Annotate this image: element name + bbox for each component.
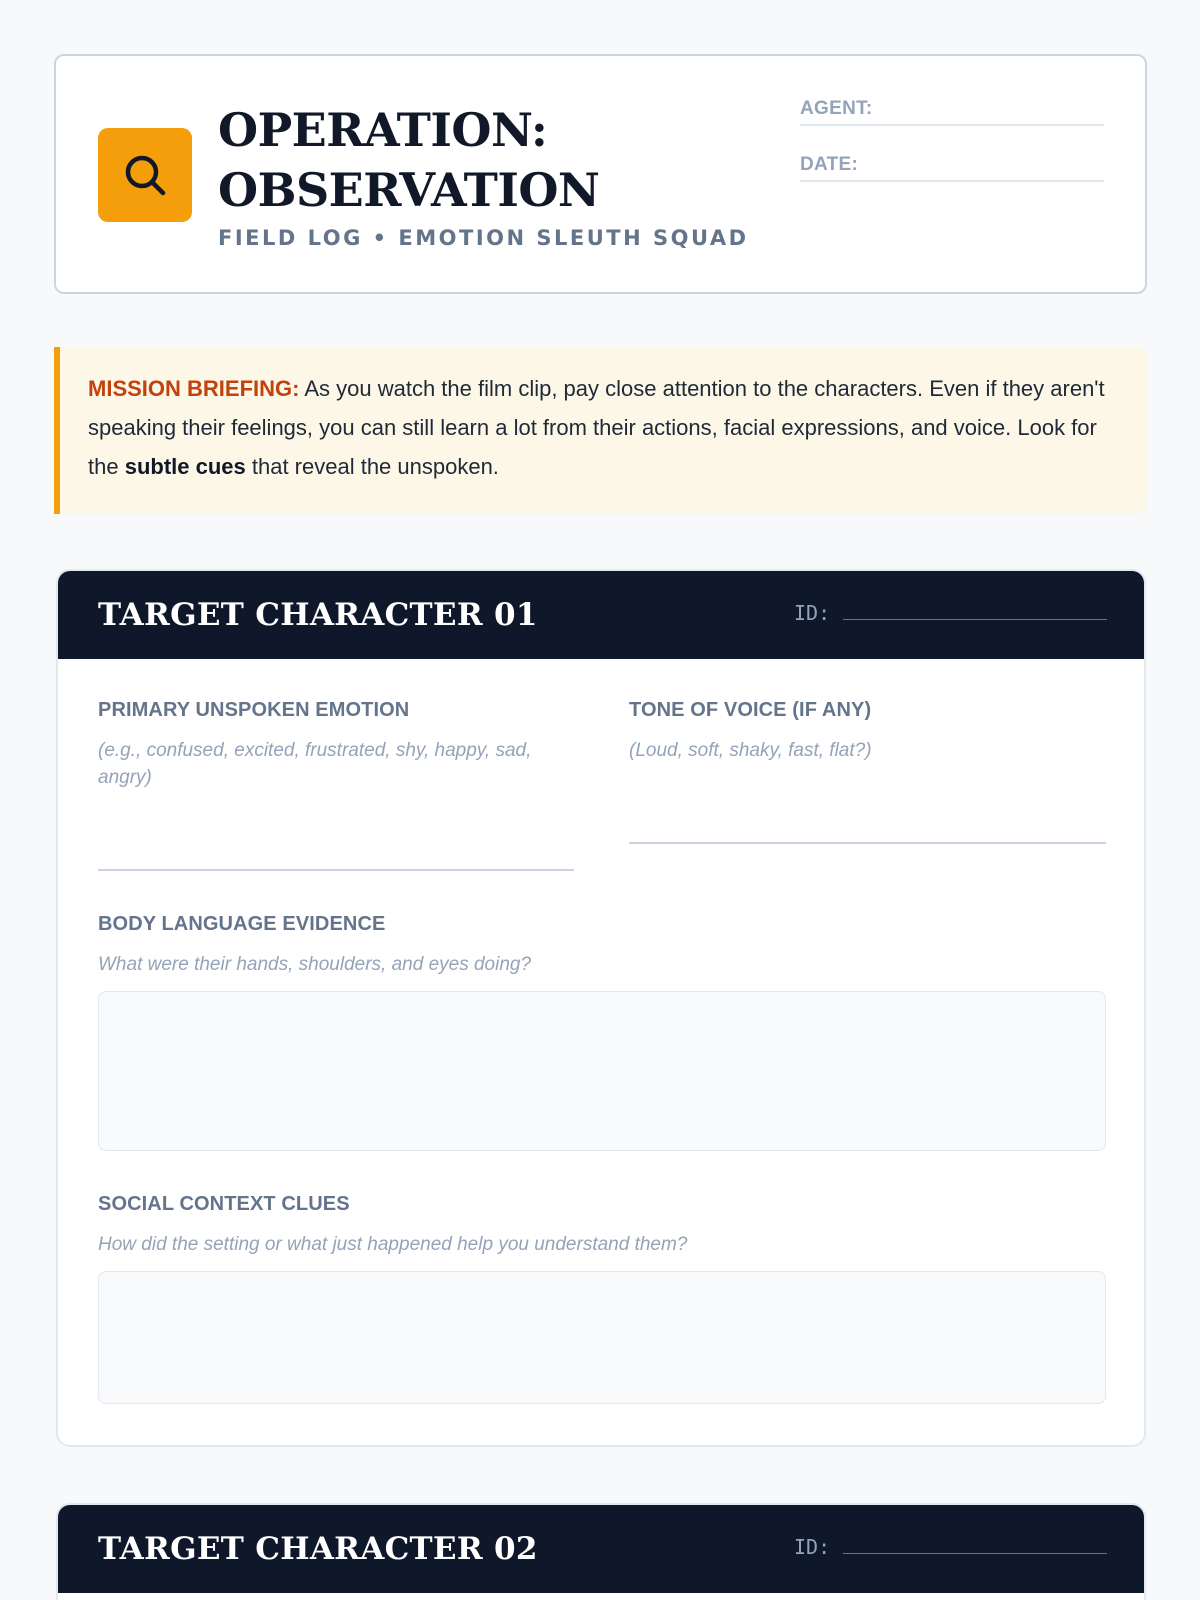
briefing-lead: MISSION BRIEFING: [88, 376, 300, 401]
tone-hint: (Loud, soft, shaky, fast, flat?) [629, 740, 872, 761]
social-context-label: SOCIAL CONTEXT CLUES [98, 1193, 350, 1215]
mission-briefing [54, 347, 1147, 514]
id-label: ID: [794, 601, 831, 625]
title-block [218, 100, 778, 250]
date-field[interactable] [800, 154, 1104, 182]
logo-badge [98, 128, 192, 222]
emotion-hint: (e.g., confused, excited, frustrated, shy, happy, sad, angry) [98, 740, 532, 788]
social-context-answer-box[interactable] [98, 1271, 1106, 1404]
target-card-01 [56, 569, 1146, 1447]
target-header [58, 571, 1144, 659]
id-input-line[interactable] [843, 1553, 1107, 1554]
social-context-hint: How did the setting or what just happened help you understand them? [98, 1234, 688, 1255]
agent-label: AGENT: [800, 98, 873, 119]
date-label: DATE: [800, 154, 859, 175]
body-language-hint: What were their hands, shoulders, and eyes doing? [98, 954, 532, 975]
emotion-label: PRIMARY UNSPOKEN EMOTION [98, 699, 410, 721]
page-title-line1: OPERATION: [218, 103, 548, 157]
agent-field[interactable] [800, 98, 1104, 126]
emotion-answer-line[interactable] [98, 869, 574, 871]
page-subtitle: FIELD LOG • EMOTION SLEUTH SQUAD [218, 226, 749, 250]
briefing-text-before: As you watch the film clip, pay close attention to the characters. Even if they aren't speaking their feelings, you can still learn a lot from their actions, facial expressions, and voice. Look for the [88, 376, 1105, 479]
tone-label: TONE OF VOICE (IF ANY) [629, 699, 872, 721]
page-title-line2: OBSERVATION [218, 163, 600, 217]
body-language-label: BODY LANGUAGE EVIDENCE [98, 913, 386, 935]
target-title: TARGET CHARACTER 01 [98, 597, 538, 633]
body-language-answer-box[interactable] [98, 991, 1106, 1151]
briefing-text-after: that reveal the unspoken. [245, 454, 499, 479]
tone-answer-line[interactable] [629, 842, 1106, 844]
header-card [54, 54, 1147, 294]
id-input-line[interactable] [843, 619, 1107, 620]
target-header [58, 1505, 1144, 1593]
target-card-02 [56, 1503, 1146, 1600]
id-label: ID: [794, 1535, 831, 1559]
target-title: TARGET CHARACTER 02 [98, 1531, 538, 1567]
briefing-emphasis: subtle cues [124, 454, 246, 479]
magnifier-icon [121, 151, 169, 199]
